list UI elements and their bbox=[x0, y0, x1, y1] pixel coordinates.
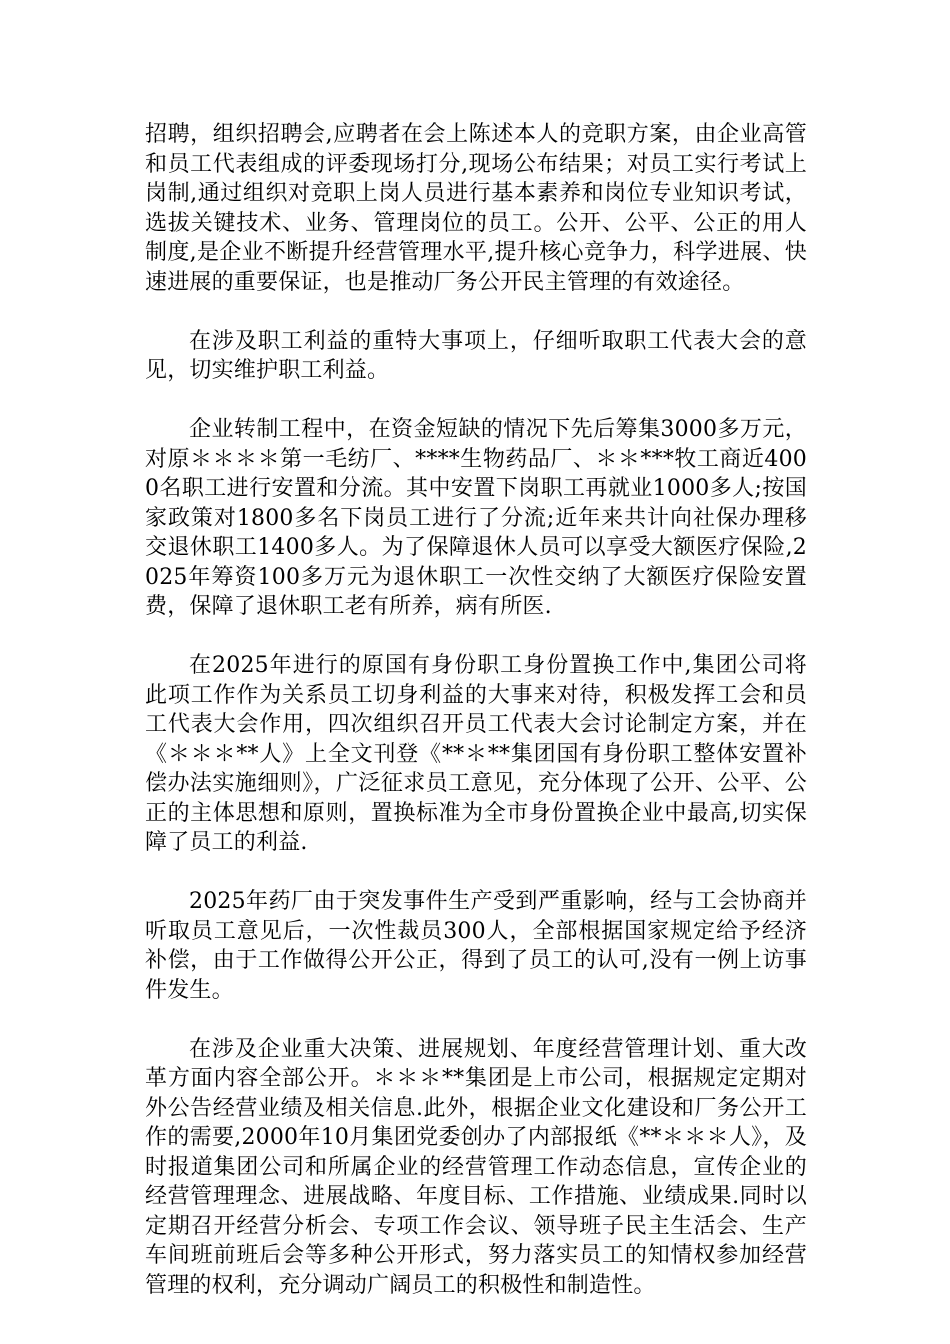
paragraph-employee-interests: 在涉及职工利益的重特大事项上，仔细听取职工代表大会的意见，切实维护职工利益。 bbox=[145, 328, 807, 383]
document-page bbox=[145, 120, 807, 1300]
paragraph-disclosure: 在涉及企业重大决策、进展规划、年度经营管理计划、重大改革方面内容全部公开。＊＊＊**集团是上市公司，根据规定定期对外公告经营业绩及相关信息.此外，根据企业文化建设和厂务公开工作的需要,2000年10月集团党委创办了内部报纸《**＊＊＊人》，及时报道集团公司和所属企业的经营管理工作动态信息，宣传企业的经营管理理念、进展战略、年度目标、工作措施、业绩成果.同时以定期召开经营分析会、专项工作会议、领导班子民主生活会、生产车间班前班后会等多种公开形式，努力落实员工的知情权参加经营管理的权利，充分调动广阔员工的积极性和制造性。 bbox=[145, 1036, 807, 1298]
paragraph-recruitment: 招聘，组织招聘会,应聘者在会上陈述本人的竞职方案，由企业高管和员工代表组成的评委现场打分,现场公布结果；对员工实行考试上岗制,通过组织对竞职上岗人员进行基本素养和岗位专业知识考试，选拔关键技术、业务、管理岗位的员工。公开、公平、公正的用人制度,是企业不断提升经营管理水平,提升核心竞争力，科学进展、快速进展的重要保证，也是推动厂务公开民主管理的有效途径。 bbox=[145, 122, 807, 295]
paragraph-identity-replacement: 在2025年进行的原国有身份职工身份置换工作中,集团公司将此项工作作为关系员工切身利益的大事来对待，积极发挥工会和员工代表大会作用，四次组织召开员工代表大会讨论制定方案，并在《＊＊＊**人》上全文刊登《**＊**集团国有身份职工整体安置补偿办法实施细则》，广泛征求员工意见，充分体现了公开、公平、公正的主体思想和原则，置换标准为全市身份置换企业中最高,切实保障了员工的利益. bbox=[145, 653, 807, 855]
paragraph-restructuring: 企业转制工程中，在资金短缺的情况下先后筹集3000多万元，对原＊＊＊＊第一毛纺厂、****生物药品厂、＊＊***牧工商近4000名职工进行安置和分流。其中安置下岗职工再就业1000多人;按国家政策对1800多名下岗员工进行了分流;近年来共计向社保办理移交退休职工1400多人。为了保障退休人员可以享受大额医疗保险,2025年筹资100多万元为退休职工一次性交纳了大额医疗保险安置费，保障了退休职工老有所养，病有所医. bbox=[145, 417, 807, 619]
paragraph-layoffs: 2025年药厂由于突发事件生产受到严重影响，经与工会协商并听取员工意见后，一次性裁员300人，全部根据国家规定给予经济补偿，由于工作做得公开公正，得到了员工的认可,没有一例上访事件发生。 bbox=[145, 889, 807, 1003]
